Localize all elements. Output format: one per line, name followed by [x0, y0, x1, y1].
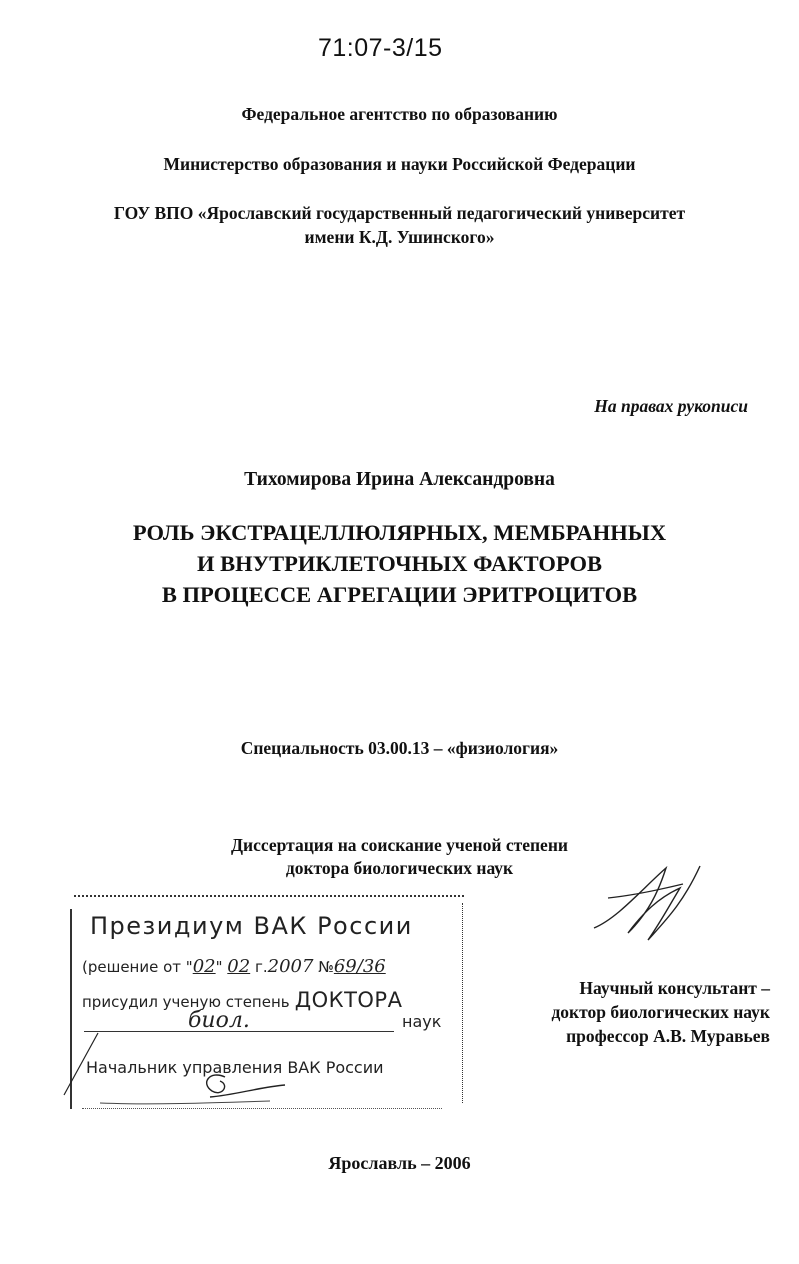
stamp-decision-quote: " [215, 958, 223, 976]
stamp-decision-prefix: (решение от " [82, 958, 193, 976]
consultant-role: Научный консультант – [579, 978, 770, 998]
consultant-degree: доктор биологических наук [551, 1002, 770, 1022]
stamp-decision-month: 02 [227, 956, 251, 977]
title-line-2: И ВНУТРИКЛЕТОЧНЫХ ФАКТОРОВ [197, 551, 602, 576]
consultant-name: профессор А.В. Муравьев [566, 1026, 770, 1046]
stamp-signatory: Начальник управления ВАК России [86, 1058, 384, 1077]
stamp-border-top [74, 895, 464, 897]
author-name: Тихомирова Ирина Александровна [244, 469, 555, 490]
manuscript-note: На правах рукописи [594, 396, 748, 416]
title-line-3: В ПРОЦЕССЕ АГРЕГАЦИИ ЭРИТРОЦИТОВ [161, 582, 638, 607]
stamp-border-right [462, 903, 463, 1103]
title-line-1: РОЛЬ ЭКСТРАЦЕЛЛЮЛЯРНЫХ, МЕМБРАННЫХ [132, 520, 667, 545]
degree-line-1: Диссертация на соискание ученой степени [231, 835, 568, 855]
stamp-decision-year: 2007 [267, 956, 314, 977]
stamp-decision-number: 69/36 [333, 956, 386, 977]
stamp-decision-day: 02 [192, 956, 216, 977]
specialty-line: Специальность 03.00.13 – «физиология» [240, 738, 559, 758]
degree-line-2: доктора биологических наук [285, 858, 514, 878]
stamp-signature [60, 1025, 300, 1115]
university-line-1: ГОУ ВПО «Ярославский государственный педагогический университет [113, 203, 686, 223]
agency-line: Федеральное агентство по образованию [241, 104, 558, 124]
stamp-decision-no-label: № [318, 958, 334, 976]
stamp-decision-year-prefix: г. [254, 958, 268, 976]
stamp-decision-line [82, 956, 386, 977]
university-line-2: имени К.Д. Ушинского» [304, 227, 495, 247]
archive-code: 71:07-3/15 [318, 34, 443, 62]
stamp-field-suffix: наук [402, 1012, 442, 1031]
stamp-field-handwritten: биол. [188, 1008, 250, 1033]
stamp-awarded-degree: ДОКТОРА [294, 988, 403, 1012]
stamp-awarded-prefix: присудил ученую степень [82, 993, 290, 1011]
ministry-line: Министерство образования и науки Российской Федерации [163, 154, 636, 174]
consultant-signature [588, 858, 708, 948]
stamp-heading: Президиум ВАК России [90, 912, 413, 940]
footer-place-year: Ярославль – 2006 [328, 1153, 471, 1173]
